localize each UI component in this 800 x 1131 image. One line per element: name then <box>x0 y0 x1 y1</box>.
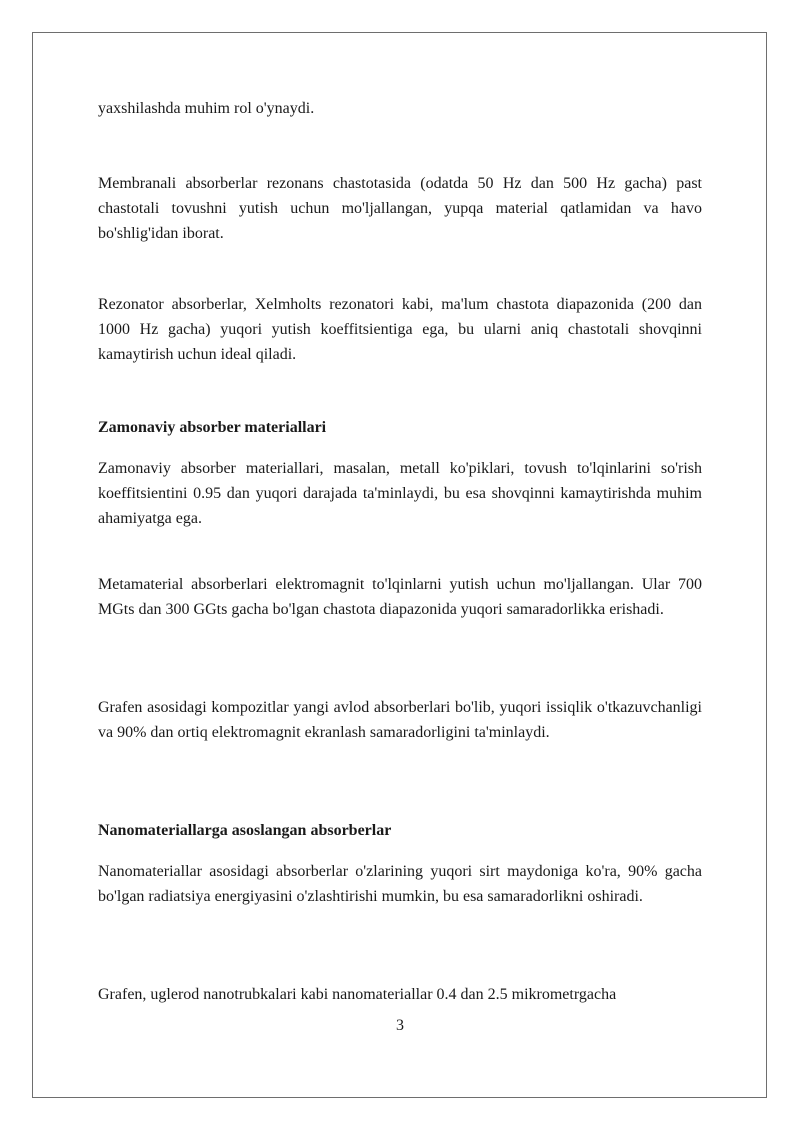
page-number: 3 <box>396 1017 404 1034</box>
section-heading-modern-materials: Zamonaviy absorber materiallari <box>98 419 327 436</box>
paragraph-graphene-nanotubes: Grafen, uglerod nanotrubkalari kabi nanomateriallar 0.4 dan 2.5 mikrometrgacha <box>98 986 617 1003</box>
paragraph-membrane-absorbers: Membranali absorberlar rezonans chastotasida (odatda 50 Hz dan 500 Hz gacha) past chastotali tovushni yutish uchun mo'ljallangan, yupqa material qatlamidan va havo bo'shlig'idan iborat. <box>98 175 702 242</box>
paragraph-metal-foams: Zamonaviy absorber materiallari, masalan, metall ko'piklari, tovush to'lqinlarini so'rish koeffitsientini 0.95 dan yuqori darajada ta'minlaydi, bu esa shovqinni kamaytirishda muhim ahamiyatga ega. <box>98 460 702 527</box>
paragraph-metamaterial-absorbers: Metamaterial absorberlari elektromagnit to'lqinlarni yutish uchun mo'ljallangan. Ular 700 MGts dan 300 GGts gacha bo'lgan chastota diapazonida yuqori samaradorlikka erishadi. <box>98 576 702 618</box>
paragraph-resonator-absorbers: Rezonator absorberlar, Xelmholts rezonatori kabi, ma'lum chastota diapazonida (200 dan 1000 Hz gacha) yuqori yutish koeffitsientiga ega, bu ularni aniq chastotali shovqinni kamaytirish uchun ideal qiladi. <box>98 296 702 363</box>
paragraph-nanomaterial-absorbers: Nanomateriallar asosidagi absorberlar o'zlarining yuqori sirt maydoniga ko'ra, 90% gacha bo'lgan radiatsiya energiyasini o'zlashtirishi mumkin, bu esa samaradorlikni oshiradi. <box>98 863 702 905</box>
paragraph-continuation: yaxshilashda muhim rol o'ynaydi. <box>98 100 315 117</box>
paragraph-graphene-composites: Grafen asosidagi kompozitlar yangi avlod absorberlari bo'lib, yuqori issiqlik o'tkazuvchanligi va 90% dan ortiq elektromagnit ekranlash samaradorligini ta'minlaydi. <box>98 699 702 741</box>
section-heading-nanomaterials: Nanomateriallarga asoslangan absorberlar <box>98 822 392 839</box>
